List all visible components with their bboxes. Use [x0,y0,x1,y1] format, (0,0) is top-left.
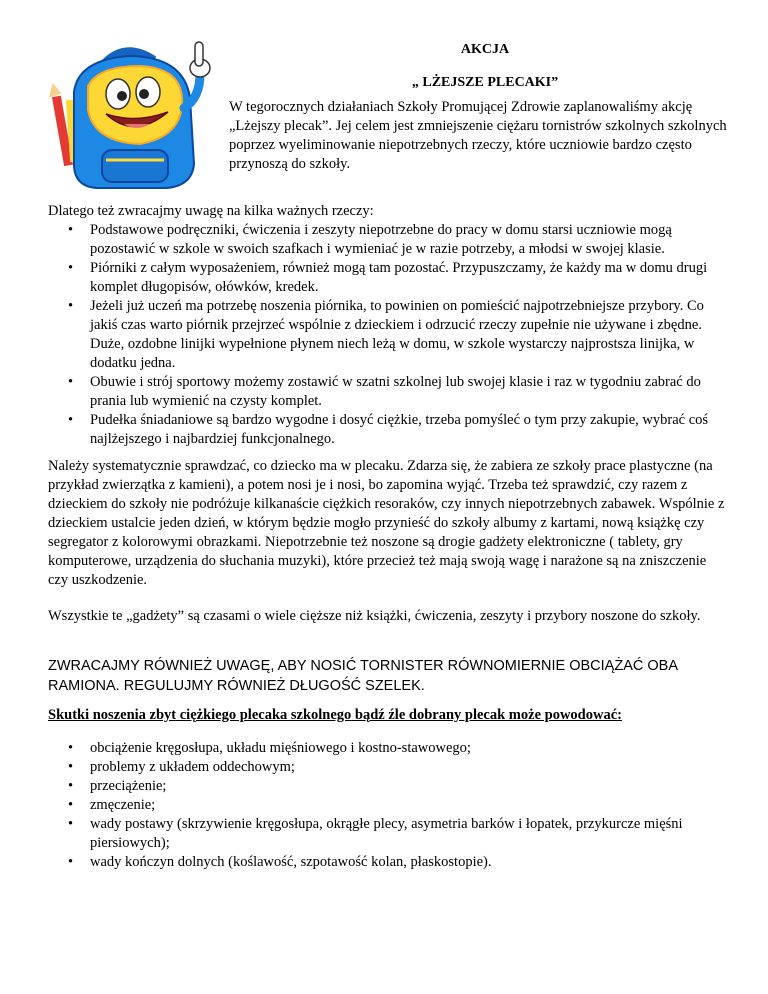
paragraph-gadgets: Wszystkie te „gadżety” są czasami o wiele cięższe niż książki, ćwiczenia, zeszyty i przybory noszone do szkoły. [48,608,701,624]
effects-heading: Skutki noszenia zbyt ciężkiego plecaka szkolnego bądź źle dobrany plecak może powodować: [48,707,622,723]
list-item: • Pudełka śniadaniowe są bardzo wygodne i dosyć ciężkie, trzeba pomyśleć o tym przy zakupie, wybrać coś najlżejszego i najbardziej funkcjonalnego. [48,411,728,449]
paragraph-check-backpack: Należy systematycznie sprawdzać, co dziecko ma w plecaku. Zdarza się, że zabiera ze szkoły prace plastyczne (na przykład zwierzątka z kamieni), a potem nosi je i nosi, bo zapomina wyjąć. Trzeba też sprawdzić, czy razem z dzieckiem do szkoły nie podróżuje kilkanaście ciężkich resoraków, czy innych niepotrzebnych zabawek. Wspólnie z dzieckiem ustalcie jeden dzień, w którym będzie mogło przynieść do szkoły albumy z kartami, nową książkę czy segregator z kolorowymi obrazkami. Niepotrzebnie też noszone są drogie gadżety elektroniczne ( tablety, gry komputerowe, urządzenia do słuchania muzyki), które przecież też mają swoją wagę i narażone są na zniszczenie czy uszkodzenie. [48,458,725,588]
list-item: • Obuwie i strój sportowy możemy zostawić w szatni szkolnej lub swojej klasie i raz w tygodniu zabrać do prania lub wymienić na czysty komplet. [48,373,728,411]
tips-list [48,221,728,449]
backpack-mascot-illustration [44,36,216,194]
effects-list [48,739,728,872]
list-item: • Podstawowe podręczniki, ćwiczenia i zeszyty niepotrzebne do pracy w domu starsi uczniowie mogą pozostawić w szkole w swoich szafkach i wymieniać je w razie potrzeby, a młodsi w swojej klasie. [48,221,728,259]
list-item: • obciążenie kręgosłupa, układu mięśniowego i kostno-stawowego; [48,739,728,758]
intro-paragraph: W tegorocznych działaniach Szkoły Promującej Zdrowie zaplanowaliśmy akcję „Lżejszy plecak”. Jej celem jest zmniejszenie ciężaru tornistrów szkolnych szkolnych poprzez wyeliminowanie niepotrzebnych rzeczy, które uczniowie bardzo często przynoszą do szkoły. [229,99,727,172]
list-item: • wady kończyn dolnych (koślawość, szpotawość kolan, płaskostopie). [48,853,728,872]
list-item: • przeciążenie; [48,777,728,796]
title-akcja: AKCJA [460,42,510,57]
list-item: • wady postawy (skrzywienie kręgosłupa, okrągłe plecy, asymetria barków i łopatek, przykurcze mięśni piersiowych); [48,815,728,853]
title-lzejsze-plecaki: „ LŻEJSZE PLECAKI” [411,75,559,90]
list-item: • Piórniki z całym wyposażeniem, również mogą tam pozostać. Przypuszczamy, że każdy ma w domu drugi komplet długopisów, ołówków, kredek. [48,259,728,297]
list-item: • zmęczenie; [48,796,728,815]
list-item: • problemy z układem oddechowym; [48,758,728,777]
list-item: • Jeżeli już uczeń ma potrzebę noszenia piórnika, to powinien on pomieścić najpotrzebniejsze przybory. Co jakiś czas warto piórnik przejrzeć wspólnie z dzieckiem i odrzucić rzeczy zupełnie nie używane i zbędne. Duże, ozdobne linijki wypełnione płynem niech leżą w domu, w szkole wystarczy najprostsza linijka, w dodatku jedna. [48,297,728,373]
lead-paragraph: Dlatego też zwracajmy uwagę na kilka ważnych rzeczy: [48,203,374,219]
caps-notice: ZWRACAJMY RÓWNIEŻ UWAGĘ, ABY NOSIĆ TORNISTER RÓWNOMIERNIE OBCIĄŻAĆ OBA RAMIONA. REGULUJMY RÓWNIEŻ DŁUGOŚĆ SZELEK. [48,658,678,694]
